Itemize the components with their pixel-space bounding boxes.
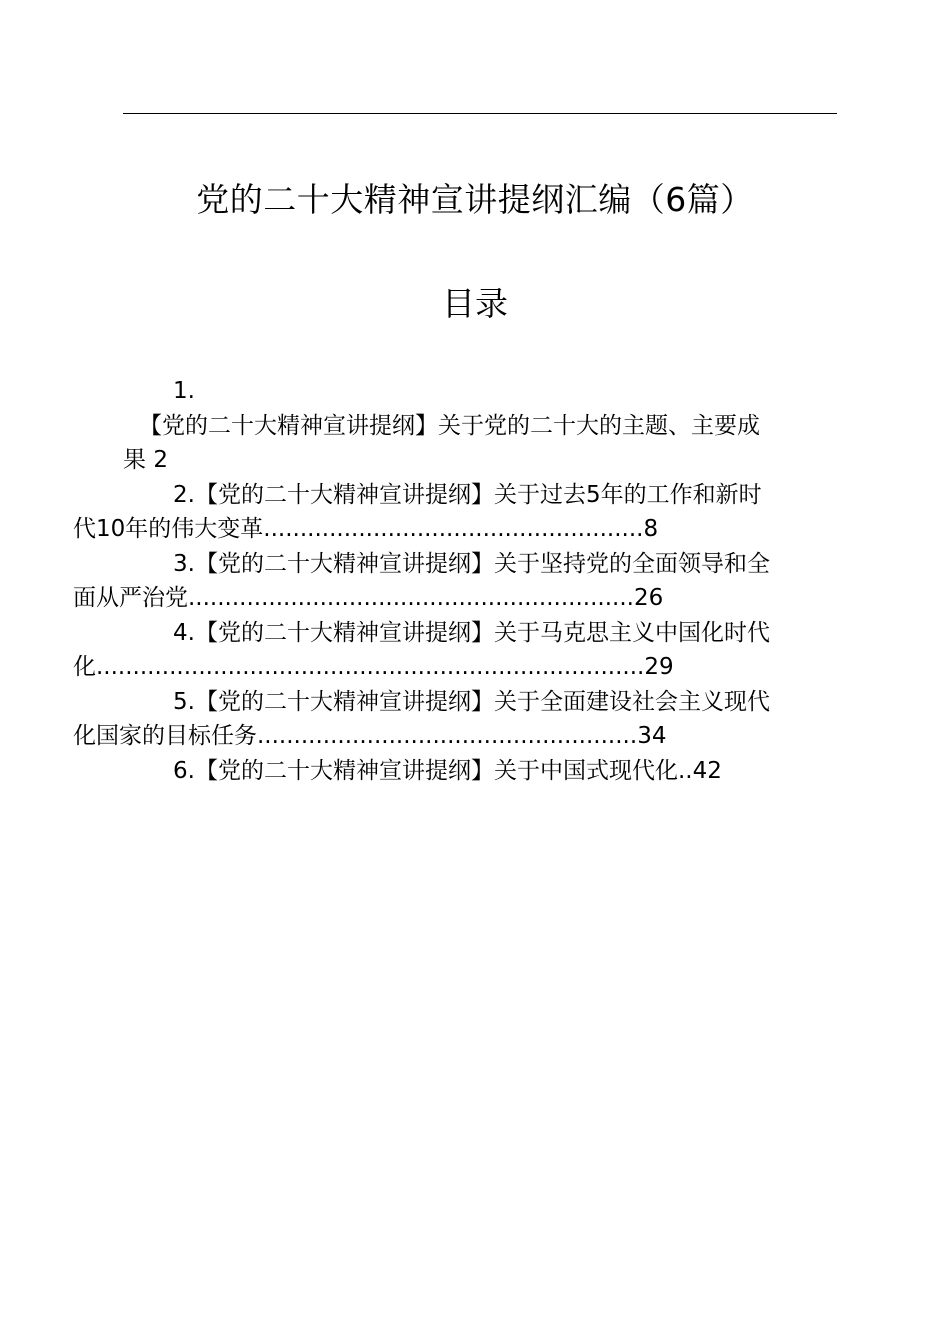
- toc-entry-4[interactable]: [73, 616, 837, 685]
- toc-entry-6[interactable]: [123, 754, 837, 789]
- toc-entry-3[interactable]: [73, 547, 837, 616]
- toc-entry-1-title-line2: [123, 443, 837, 478]
- table-of-contents: [73, 372, 837, 788]
- toc-entry-3-leader: .............................................................: [188, 585, 634, 611]
- toc-entry-6-leader: ..: [677, 757, 693, 784]
- toc-entry-3-title-line2: 面从严治党: [73, 585, 188, 611]
- toc-entry-6-page: 42: [692, 757, 722, 784]
- toc-entry-1[interactable]: [123, 372, 837, 478]
- toc-entry-5-title-line2: 化国家的目标任务: [73, 723, 257, 749]
- toc-entry-3-page: 26: [633, 585, 664, 611]
- toc-entry-2-leader: ....................................................: [263, 516, 644, 542]
- toc-entry-2[interactable]: [73, 478, 837, 547]
- toc-heading: 目录: [442, 284, 508, 323]
- toc-entry-1-number: 1.: [173, 378, 195, 404]
- toc-entry-3-title-line1: 【党的二十大精神宣讲提纲】关于坚持党的全面领导和全: [194, 550, 770, 577]
- toc-entry-1-title-end: 果: [123, 447, 146, 473]
- toc-entry-4-title-line2: 化: [73, 654, 96, 680]
- toc-entry-4-leader: ...........................................................................: [96, 654, 645, 680]
- toc-entry-1-page: 2: [153, 447, 168, 473]
- toc-entry-6-title-line1: 【党的二十大精神宣讲提纲】关于中国式现代化: [194, 757, 678, 784]
- toc-entry-5-number: 5.: [173, 688, 195, 715]
- toc-entry-2-title-line1: 【党的二十大精神宣讲提纲】关于过去5年的工作和新时: [194, 481, 762, 508]
- toc-entry-3-number: 3.: [173, 550, 195, 577]
- toc-entry-1-title-line1: 【党的二十大精神宣讲提纲】关于党的二十大的主题、主要成: [139, 412, 760, 439]
- document-title: 党的二十大精神宣讲提纲汇编（6篇）: [196, 180, 754, 219]
- toc-entry-5-leader: ....................................................: [257, 723, 638, 749]
- toc-entry-4-title-line1: 【党的二十大精神宣讲提纲】关于马克思主义中国化时代: [194, 619, 770, 646]
- toc-entry-2-page: 8: [643, 516, 659, 542]
- toc-entry-2-number: 2.: [173, 481, 195, 508]
- toc-entry-6-number: 6.: [173, 757, 195, 784]
- toc-entry-4-number: 4.: [173, 619, 195, 646]
- toc-entry-2-title-line2: 代10年的伟大变革: [73, 516, 264, 542]
- header-rule: [123, 113, 837, 114]
- toc-entry-5-page: 34: [637, 723, 667, 749]
- toc-entry-5[interactable]: [73, 685, 837, 754]
- toc-entry-5-title-line1: 【党的二十大精神宣讲提纲】关于全面建设社会主义现代: [194, 688, 770, 715]
- toc-entry-4-page: 29: [644, 654, 674, 680]
